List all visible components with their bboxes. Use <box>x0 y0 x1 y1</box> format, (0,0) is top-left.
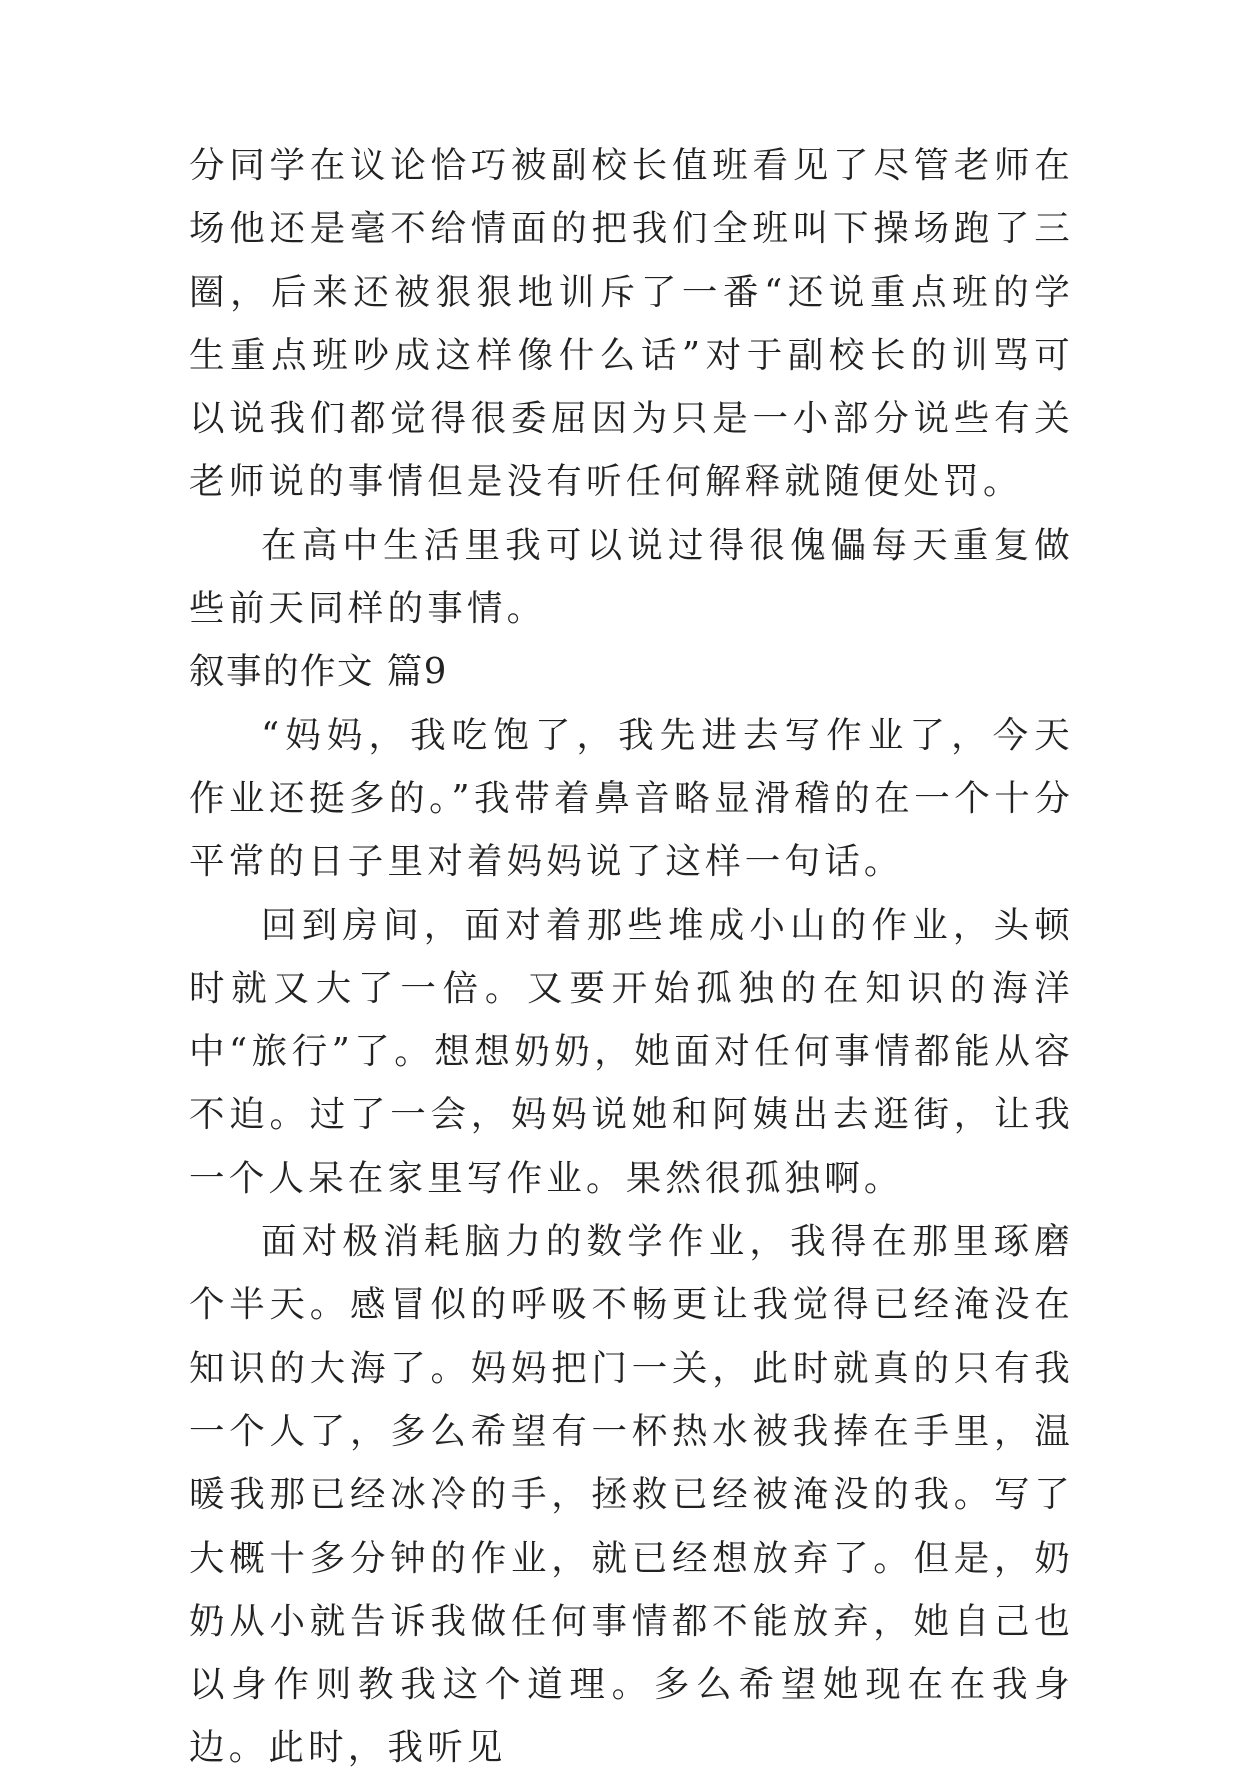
paragraph: 面对极消耗脑力的数学作业，我得在那里琢磨个半天。感冒似的呼吸不畅更让我觉得已经淹没在知识的大海了。妈妈把门一关，此时就真的只有我一个人了，多么希望有一杯热水被我捧在手里，温暖我那已经冰冷的手，拯救已经被淹没的我。写了大概十多分钟的作业，就已经想放弃了。但是，奶奶从小就告诉我做任何事情都不能放弃，她自己也以身作则教我这个道理。多么希望她现在在我身边。此时，我听见 <box>189 1221 1074 1769</box>
paragraph: “妈妈，我吃饱了，我先进去写作业了，今天作业还挺多的。”我带着鼻音略显滑稽的在一个十分平常的日子里对着妈妈说了这样一句话。 <box>189 714 1074 883</box>
document-body <box>189 134 1074 1780</box>
paragraph: 回到房间，面对着那些堆成小山的作业，头顿时就又大了一倍。又要开始孤独的在知识的海洋中“旅行”了。想想奶奶，她面对任何事情都能从容不迫。过了一会，妈妈说她和阿姨出去逛街，让我一个人呆在家里写作业。果然很孤独啊。 <box>189 904 1074 1199</box>
section-heading: 叙事的作文 篇9 <box>189 651 448 693</box>
paragraph: 分同学在议论恰巧被副校长值班看见了尽管老师在场他还是毫不给情面的把我们全班叫下操场跑了三圈，后来还被狠狠地训斥了一番“还说重点班的学生重点班吵成这样像什么话”对于副校长的训骂可以说我们都觉得很委屈因为只是一小部分说些有关老师说的事情但是没有听任何解释就随便处罚。 <box>189 145 1074 503</box>
paragraph: 在高中生活里我可以说过得很傀儡每天重复做些前天同样的事情。 <box>189 524 1074 630</box>
